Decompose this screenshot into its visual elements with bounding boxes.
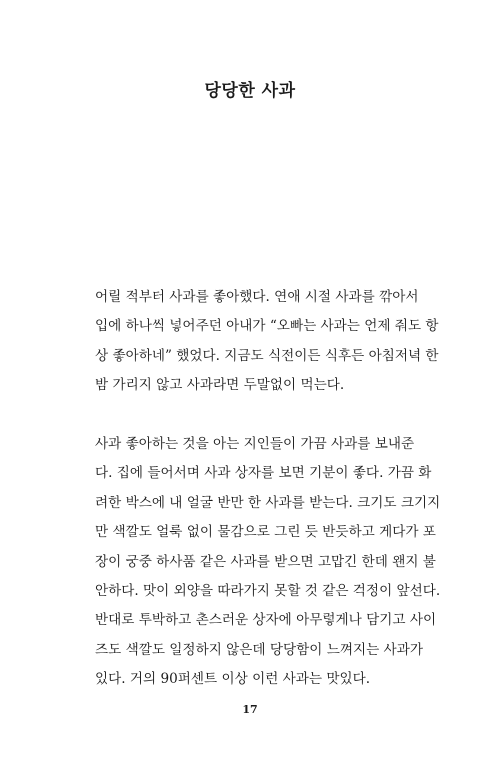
paragraph-2: [95, 430, 440, 695]
text-line: 즈도 색깔도 일정하지 않은데 당당함이 느껴지는 사과가: [95, 641, 423, 658]
text-line: 반대로 투박하고 촌스러운 상자에 아무렇게나 담기고 사이: [95, 612, 437, 629]
text-line: 밤 가리지 않고 사과라면 두말없이 먹는다.: [95, 377, 345, 394]
text-line: 있다. 거의 90퍼센트 이상 이런 사과는 맛있다.: [95, 671, 371, 688]
text-line: 사과 좋아하는 것을 아는 지인들이 가끔 사과를 보내준: [95, 436, 415, 453]
page-number: 17: [242, 703, 258, 716]
text-line: 려한 박스에 내 얼굴 반만 한 사과를 받는다. 크기도 크기지: [95, 494, 441, 511]
body-text: [95, 283, 440, 695]
chapter-title: 당당한 사과: [204, 81, 296, 101]
text-line: 어릴 적부터 사과를 좋아했다. 연애 시절 사과를 깎아서: [95, 289, 419, 305]
text-line: 입에 하나씩 넣어주던 아내가 “오빠는 사과는 언제 줘도 항: [95, 318, 439, 335]
paragraph-gap: [95, 401, 440, 430]
paragraph-1: [95, 283, 440, 401]
text-line: 다. 집에 들어서며 사과 상자를 보면 기분이 좋다. 가끔 화: [95, 465, 432, 482]
text-line: 장이 궁중 하사품 같은 사과를 받으면 고맙긴 한데 왠지 불: [95, 553, 436, 570]
text-line: 상 좋아하네” 했었다. 지금도 식전이든 식후든 아침저녁 한: [95, 347, 439, 364]
text-line: 안하다. 맛이 외양을 따라가지 못할 것 같은 걱정이 앞선다.: [95, 583, 441, 600]
text-line: 만 색깔도 얼룩 없이 물감으로 그린 듯 반듯하고 게다가 포: [95, 524, 436, 541]
